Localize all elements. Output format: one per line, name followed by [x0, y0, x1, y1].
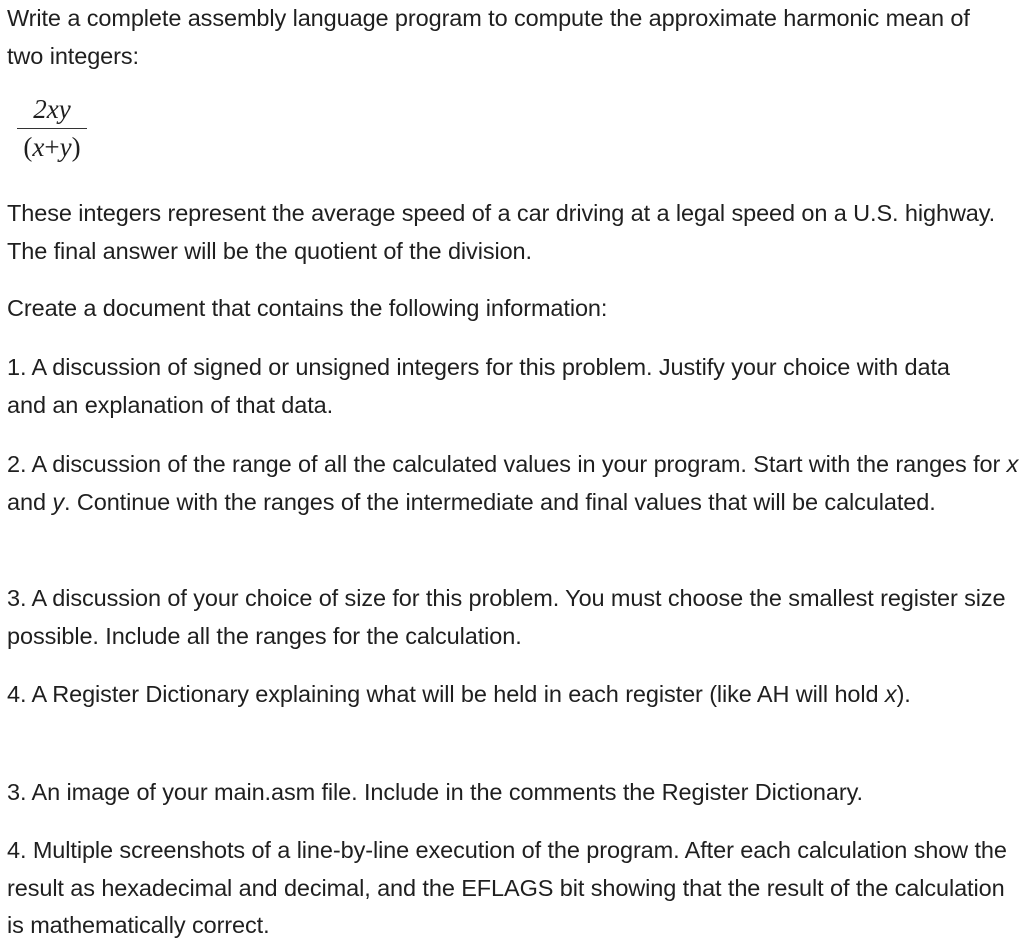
list-item-3: 3. A discussion of your choice of size for this problem. You must choose the smallest register size possible. Include all the ranges for the calculation.	[7, 585, 1006, 649]
context-paragraph: These integers represent the average speed of a car driving at a legal speed on a U.S. highway. The final answer will be the quotient of the division.	[7, 200, 996, 264]
list-item-6: 4. Multiple screenshots of a line-by-line execution of the program. After each calculation show the result as hexadecimal and decimal, and the EFLAGS bit showing that the result of the calculation is mathematically correct.	[7, 837, 1007, 938]
list-item-2: 2. A discussion of the range of all the calculated values in your program. Start with the ranges for x and y. Continue with the ranges of the intermediate and final values that will be calculated.	[7, 451, 1019, 515]
harmonic-mean-formula	[17, 92, 87, 162]
intro-paragraph: Write a complete assembly language program to compute the approximate harmonic mean of two integers:	[7, 5, 970, 69]
formula-numerator: 2xy	[33, 94, 71, 124]
formula-denominator: (x+y)	[23, 132, 81, 162]
list-item-5: 3. An image of your main.asm file. Include in the comments the Register Dictionary.	[7, 779, 863, 805]
create-document-paragraph: Create a document that contains the following information:	[7, 295, 608, 321]
fraction-bar	[17, 128, 87, 129]
list-item-4: 4. A Register Dictionary explaining what will be held in each register (like AH will hold x).	[7, 681, 911, 707]
list-item-1: 1. A discussion of signed or unsigned integers for this problem. Justify your choice with data and an explanation of that data.	[7, 354, 950, 418]
